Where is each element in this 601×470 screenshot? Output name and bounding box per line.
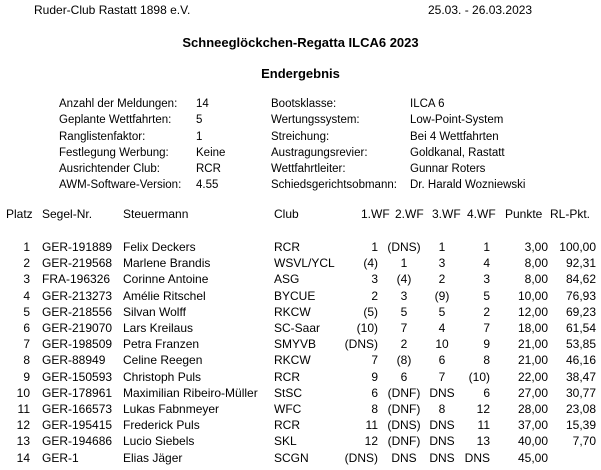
cell-segel: GER-150593 <box>42 369 113 384</box>
info-value: RCR <box>196 163 221 176</box>
info-value: Keine <box>196 146 226 159</box>
cell-wf2: (DNF) <box>387 434 421 449</box>
info-label: Festlegung Werbung: <box>59 146 169 159</box>
table-row <box>0 402 601 417</box>
cell-punkte: 21,00 <box>517 337 548 352</box>
cell-punkte: 40,00 <box>517 434 548 449</box>
cell-punkte: 45,00 <box>517 450 548 465</box>
cell-wf1: 11 <box>365 418 378 433</box>
info-label: AWM-Software-Version: <box>59 179 182 192</box>
cell-wf3: (9) <box>434 288 450 303</box>
cell-wf4: (10) <box>468 369 490 384</box>
info-label: Schiedsgerichtsobmann: <box>271 179 397 192</box>
info-label: Wertungssystem: <box>271 114 360 127</box>
cell-rl: 84,62 <box>565 272 596 287</box>
cell-wf1: 1 <box>371 240 378 254</box>
cell-punkte: 27,00 <box>517 385 548 400</box>
cell-name: Maximilian Ribeiro-Müller <box>123 385 258 400</box>
table-row <box>0 337 601 352</box>
info-value: 14 <box>196 98 209 110</box>
table-row <box>0 418 601 433</box>
cell-rl: 69,23 <box>565 304 596 319</box>
column-header-wf3: 3.WF <box>432 207 461 221</box>
cell-name: Amélie Ritschel <box>123 288 206 303</box>
info-label: Geplante Wettfahrten: <box>59 114 172 127</box>
cell-punkte: 18,00 <box>517 321 548 335</box>
cell-segel: GER-88949 <box>42 353 106 368</box>
cell-wf2: (DNF) <box>387 402 421 416</box>
cell-platz: 12 <box>16 418 30 433</box>
column-header-segel: Segel-Nr. <box>42 207 93 221</box>
info-value: Goldkanal, Rastatt <box>410 146 505 159</box>
cell-wf2: DNS <box>391 450 417 465</box>
cell-wf4: DNS <box>464 450 490 465</box>
cell-wf1: 2 <box>371 288 378 303</box>
cell-wf1: (DNS) <box>344 337 378 352</box>
cell-rl: 76,93 <box>565 288 596 303</box>
cell-wf1: 3 <box>371 272 378 287</box>
cell-wf2: 6 <box>400 369 408 384</box>
cell-wf4: 4 <box>483 256 490 271</box>
cell-name: Lucio Siebels <box>123 434 195 449</box>
table-row <box>0 240 601 255</box>
column-header-club: Club <box>274 207 299 221</box>
cell-rl: 53,85 <box>565 337 596 352</box>
cell-wf3: 4 <box>438 321 446 335</box>
cell-wf2: (8) <box>396 353 412 368</box>
cell-wf3: DNS <box>429 434 455 449</box>
regatta-title: Schneeglöckchen-Regatta ILCA6 2023 <box>182 35 419 50</box>
cell-segel: GER-219568 <box>42 256 113 271</box>
table-row <box>0 289 601 304</box>
table-row <box>0 305 601 320</box>
cell-segel: GER-191889 <box>42 240 113 254</box>
cell-punkte: 3,00 <box>524 240 548 254</box>
cell-name: Lars Kreilaus <box>123 321 194 335</box>
cell-name: Marlene Brandis <box>123 256 211 271</box>
cell-rl: 38,47 <box>565 369 596 384</box>
cell-platz: 5 <box>23 304 30 319</box>
cell-club: SCGN <box>274 450 309 465</box>
cell-club: RCR <box>274 369 300 384</box>
cell-wf2: 7 <box>400 321 408 335</box>
cell-wf3: 1 <box>438 240 446 254</box>
result-subtitle: Endergebnis <box>261 66 340 81</box>
info-label: Ranglistenfaktor: <box>59 130 146 143</box>
cell-rl: 61,54 <box>565 321 596 335</box>
cell-platz: 6 <box>23 321 30 335</box>
cell-wf3: 5 <box>438 304 446 319</box>
cell-punkte: 8,00 <box>524 272 548 287</box>
cell-punkte: 22,00 <box>517 369 548 384</box>
cell-club: SKL <box>274 434 297 449</box>
cell-name: Celine Reegen <box>123 353 203 368</box>
info-right-labels <box>271 96 397 194</box>
cell-name: Christoph Puls <box>123 369 202 384</box>
cell-wf2: 1 <box>400 256 408 271</box>
info-label: Ausrichtender Club: <box>59 163 160 176</box>
cell-wf2: 5 <box>400 304 408 319</box>
cell-platz: 1 <box>23 240 30 254</box>
cell-wf2: 2 <box>400 337 408 352</box>
info-value: 4.55 <box>196 179 219 192</box>
info-label: Austragungsrevier: <box>271 146 368 159</box>
cell-wf1: 12 <box>364 434 378 449</box>
cell-wf3: 7 <box>438 369 446 384</box>
cell-name: Corinne Antoine <box>123 272 209 287</box>
table-row <box>0 370 601 385</box>
info-left-labels <box>59 96 181 194</box>
cell-platz: 9 <box>23 369 30 384</box>
table-row <box>0 321 601 336</box>
cell-wf3: 3 <box>438 256 446 271</box>
cell-club: RCR <box>274 418 300 433</box>
cell-wf3: DNS <box>429 385 455 400</box>
cell-rl: 30,77 <box>565 385 596 400</box>
cell-name: Petra Franzen <box>123 337 200 352</box>
column-header-wf4: 4.WF <box>467 207 496 221</box>
cell-wf4: 1 <box>483 240 490 254</box>
cell-wf4: 11 <box>477 418 490 433</box>
table-row <box>0 353 601 368</box>
info-label: Bootsklasse: <box>271 98 337 110</box>
cell-club: WSVL/YCL <box>274 256 335 271</box>
cell-name: Frederick Puls <box>123 418 200 433</box>
cell-club: SC-Saar <box>274 321 321 335</box>
cell-platz: 8 <box>23 353 30 368</box>
cell-segel: GER-195415 <box>42 418 113 433</box>
cell-name: Elias Jäger <box>123 450 183 465</box>
cell-rl: 100,00 <box>559 240 596 254</box>
cell-wf1: 7 <box>371 353 378 368</box>
cell-rl: 23,08 <box>565 402 596 416</box>
cell-wf1: (5) <box>363 304 378 319</box>
cell-wf4: 12 <box>476 402 490 416</box>
cell-wf4: 6 <box>483 385 490 400</box>
cell-segel: FRA-196326 <box>42 272 111 287</box>
cell-club: BYCUE <box>274 288 316 303</box>
table-row <box>0 386 601 401</box>
cell-platz: 4 <box>23 288 30 303</box>
cell-punkte: 8,00 <box>524 256 548 271</box>
cell-wf1: 9 <box>371 369 378 384</box>
cell-name: Lukas Fabnmeyer <box>123 402 220 416</box>
cell-rl: 15,39 <box>565 418 596 433</box>
cell-wf4: 5 <box>483 288 490 303</box>
cell-wf3: DNS <box>429 418 455 433</box>
cell-club: SMYVB <box>274 337 317 352</box>
column-header-steuermann: Steuermann <box>123 207 189 221</box>
cell-wf3: DNS <box>429 450 455 465</box>
cell-rl: 46,16 <box>565 353 596 368</box>
column-header-rl: RL-Pkt. <box>550 207 591 221</box>
cell-wf4: 2 <box>483 304 490 319</box>
cell-wf1: 8 <box>371 402 378 416</box>
cell-club: WFC <box>274 402 302 416</box>
cell-club: RKCW <box>274 353 311 368</box>
club-header: Ruder-Club Rastatt 1898 e.V. <box>34 3 191 17</box>
info-value: 5 <box>196 114 203 127</box>
cell-wf3: 2 <box>438 272 446 287</box>
column-header-wf2: 2.WF <box>395 207 424 221</box>
column-header-punkte: Punkte <box>505 207 543 221</box>
cell-segel: GER-166573 <box>42 402 113 416</box>
cell-wf4: 9 <box>483 337 490 352</box>
cell-segel: GER-178961 <box>42 385 113 400</box>
cell-punkte: 10,00 <box>517 288 548 303</box>
info-value: Dr. Harald Wozniewski <box>410 179 526 192</box>
cell-club: ASG <box>274 272 300 287</box>
cell-wf1: (DNS) <box>344 450 378 465</box>
cell-platz: 14 <box>16 450 30 465</box>
cell-punkte: 21,00 <box>517 353 548 368</box>
cell-wf2: (DNS) <box>387 418 421 433</box>
info-value: Bei 4 Wettfahrten <box>410 130 499 143</box>
cell-wf2: (DNS) <box>387 240 421 254</box>
cell-segel: GER-218556 <box>42 304 113 319</box>
cell-wf4: 7 <box>483 321 490 335</box>
info-label: Anzahl der Meldungen: <box>59 98 178 110</box>
cell-platz: 11 <box>17 402 30 416</box>
column-header-wf1: 1.WF <box>361 207 390 221</box>
cell-platz: 7 <box>23 337 30 352</box>
info-label: Streichung: <box>271 130 330 143</box>
info-left-values <box>196 96 225 194</box>
cell-wf2: (DNF) <box>387 385 421 400</box>
cell-wf1: (10) <box>356 321 378 335</box>
info-right-values <box>410 96 525 194</box>
table-row <box>0 451 601 466</box>
info-value: 1 <box>196 130 203 143</box>
cell-segel: GER-213273 <box>42 288 113 303</box>
info-value: Gunnar Roters <box>410 163 486 176</box>
cell-club: RCR <box>274 240 300 254</box>
cell-wf1: 6 <box>371 385 378 400</box>
cell-wf2: 3 <box>400 288 408 303</box>
cell-rl: 92,31 <box>565 256 596 271</box>
cell-platz: 3 <box>23 272 30 287</box>
cell-platz: 2 <box>23 256 30 271</box>
column-header-platz: Platz <box>6 207 33 221</box>
cell-wf4: 8 <box>483 353 490 368</box>
cell-segel: GER-1 <box>42 450 79 465</box>
cell-wf3: 6 <box>438 353 446 368</box>
cell-rl: 7,70 <box>572 434 596 449</box>
info-value: Low-Point-System <box>410 114 504 127</box>
info-value: ILCA 6 <box>410 98 445 110</box>
table-row <box>0 272 601 287</box>
cell-segel: GER-198509 <box>42 337 113 352</box>
cell-wf4: 13 <box>476 434 490 449</box>
table-row <box>0 256 601 271</box>
cell-name: Felix Deckers <box>123 240 196 254</box>
table-row <box>0 434 601 449</box>
cell-wf1: (4) <box>363 256 378 271</box>
cell-wf4: 3 <box>483 272 490 287</box>
cell-name: Silvan Wolff <box>123 304 186 319</box>
cell-segel: GER-219070 <box>42 321 113 335</box>
cell-wf2: (4) <box>396 272 412 287</box>
cell-platz: 13 <box>16 434 30 449</box>
cell-platz: 10 <box>16 385 30 400</box>
cell-wf3: 10 <box>435 337 449 352</box>
cell-punkte: 28,00 <box>517 402 548 416</box>
cell-punkte: 37,00 <box>517 418 548 433</box>
cell-wf3: 8 <box>438 402 446 416</box>
cell-club: StSC <box>274 385 303 400</box>
cell-punkte: 12,00 <box>517 304 548 319</box>
cell-segel: GER-194686 <box>42 434 113 449</box>
info-label: Wettfahrtleiter: <box>271 163 346 176</box>
cell-club: RKCW <box>274 304 311 319</box>
date-range: 25.03. - 26.03.2023 <box>428 3 533 17</box>
